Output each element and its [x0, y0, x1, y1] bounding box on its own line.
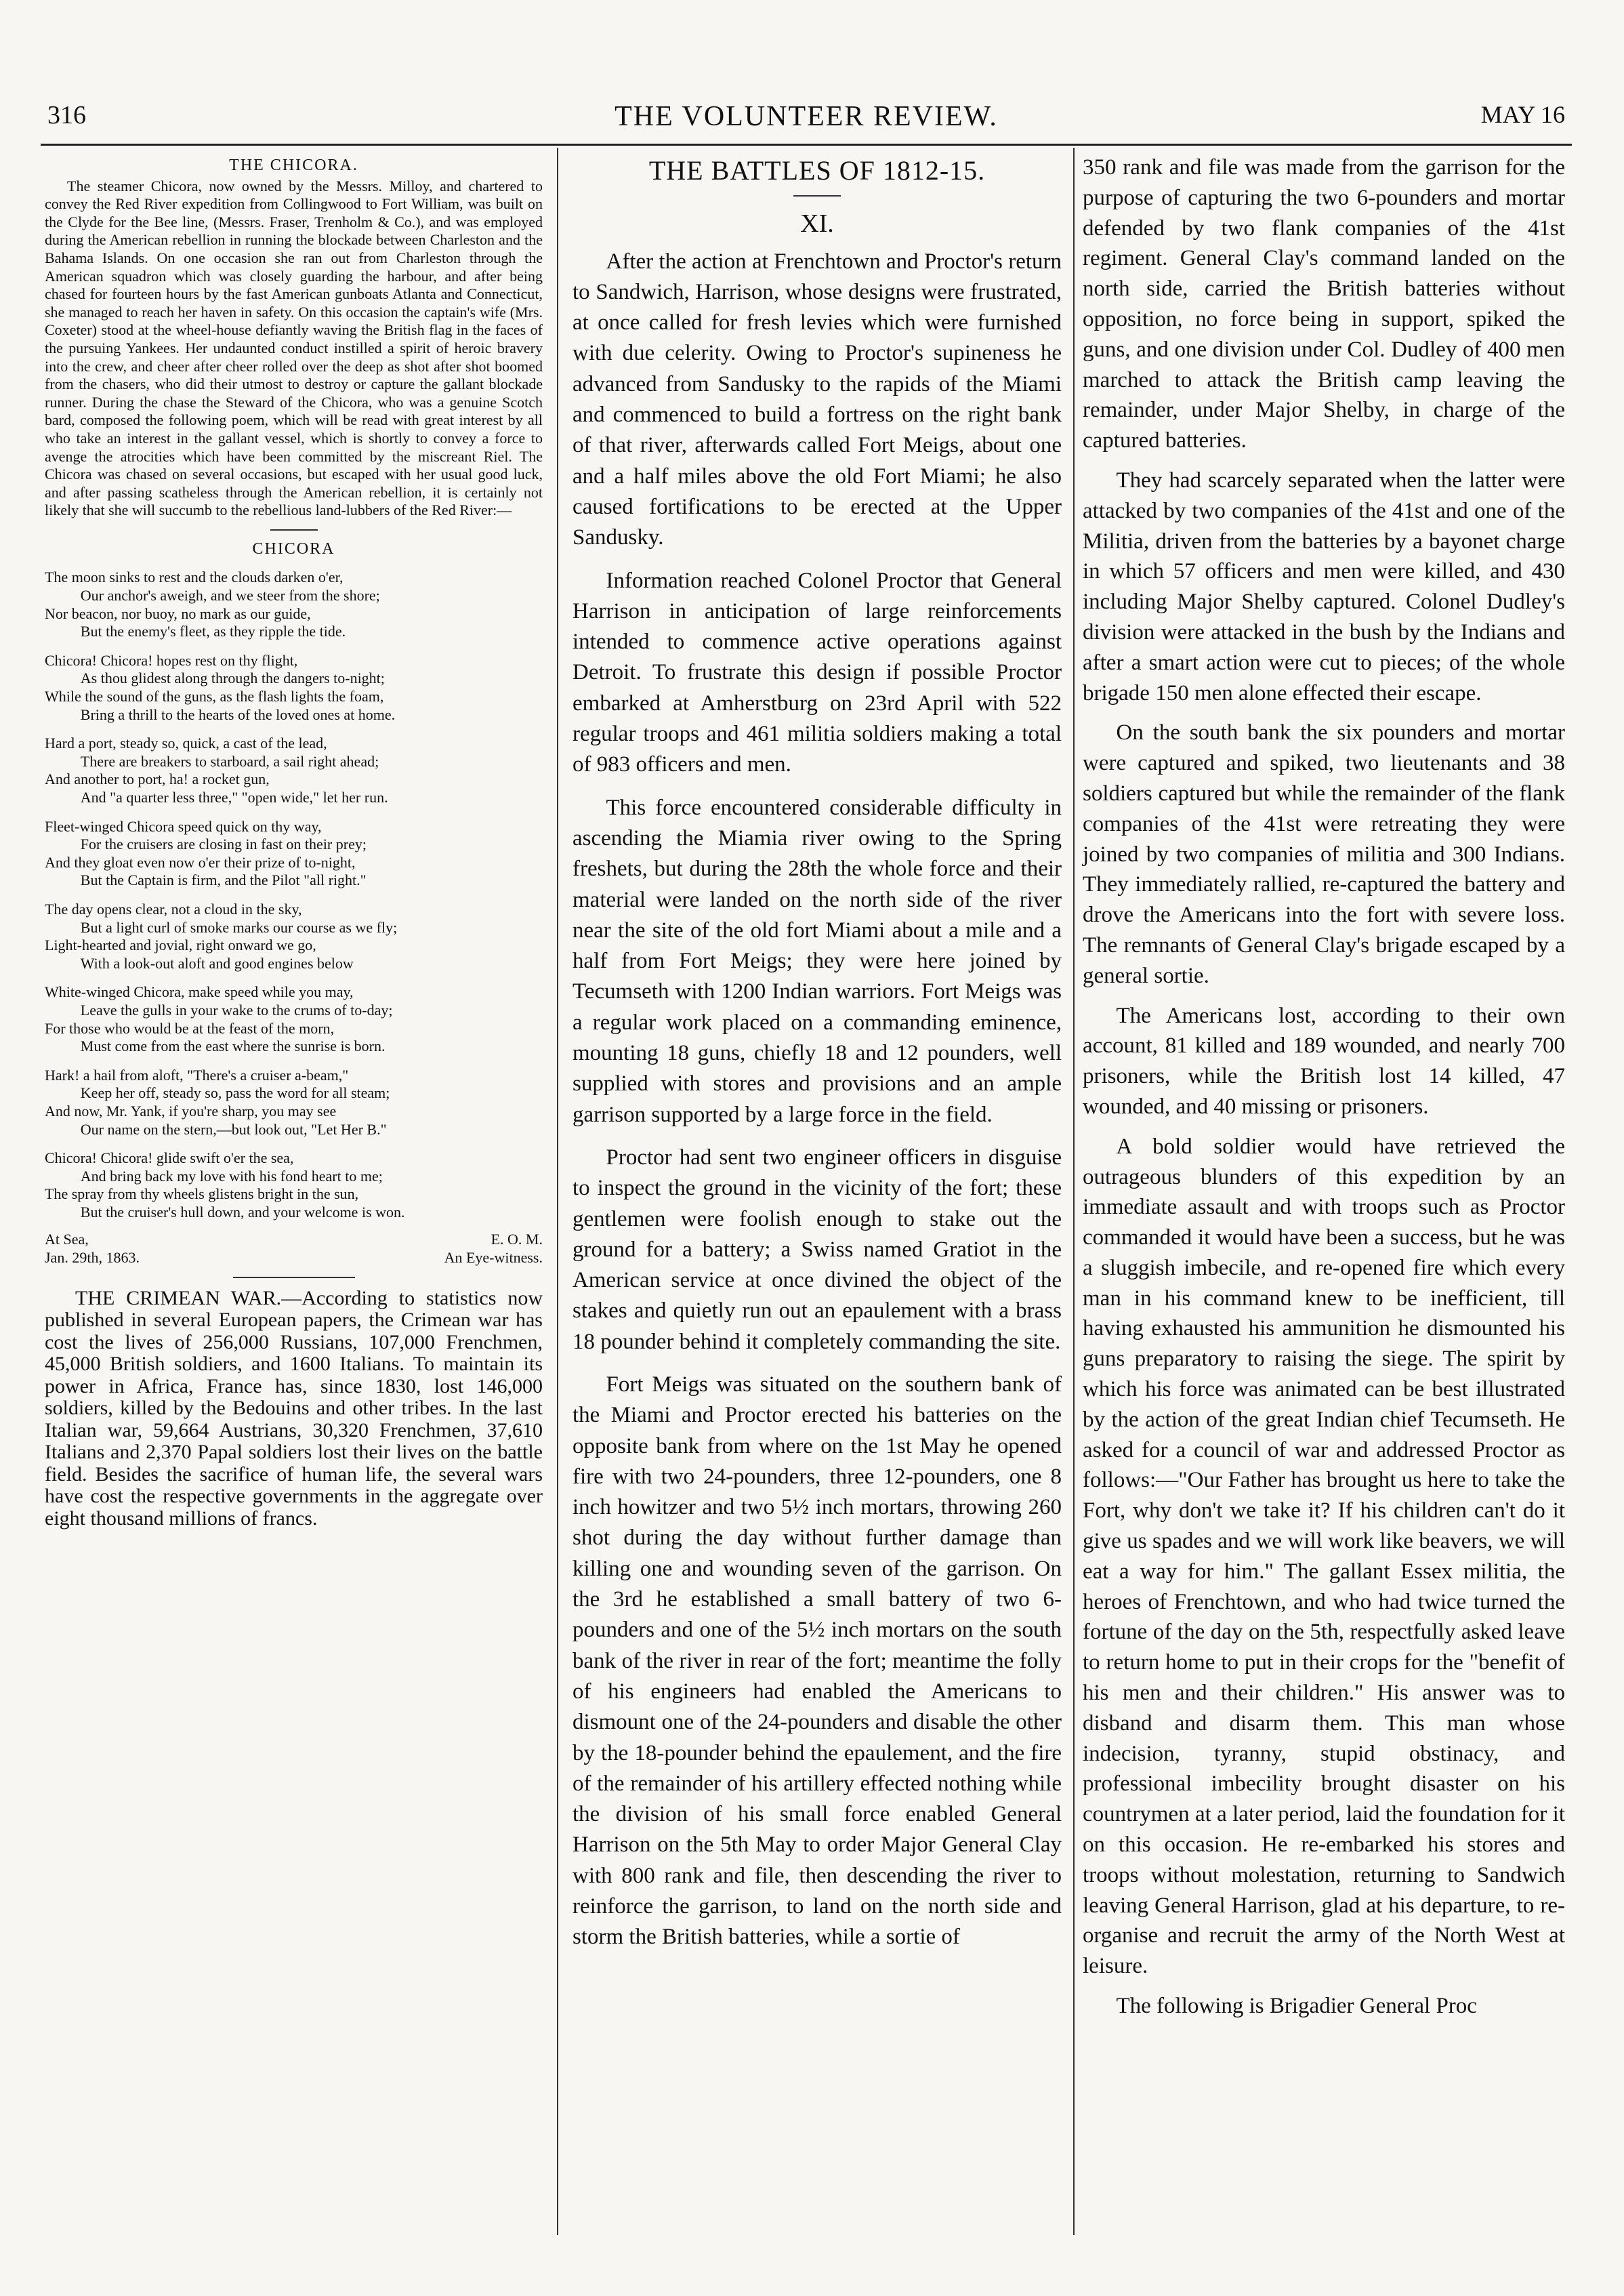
chicora-heading: THE CHICORA. — [229, 157, 358, 174]
poem-line: Our anchor's aweigh, and we steer from the shore; — [80, 587, 380, 604]
poem-line: Hark! a hail from aloft, "There's a cruiser a-beam," — [45, 1066, 349, 1084]
poem-stanza — [45, 983, 543, 1055]
poem-stanza — [45, 1149, 543, 1221]
poem-line: With a look-out aloft and good engines below — [80, 954, 354, 972]
poem-line: Must come from the east where the sunrise is born. — [80, 1038, 386, 1055]
paragraph: The following is Brigadier General Proc — [1116, 1994, 1477, 2019]
chicora-intro: The steamer Chicora, now owned by the Messrs. Milloy, and chartered to convey the Red River expedition from Collingwood to Fort William, was built on the Clyde for the Bee line, (Messrs. Fraser, Trenholm & Co.), and was employed during the American rebellion in running the blockade between Charleston and the Bahama Islands. On one occasion she ran out from Charleston through the American squadron which was closely guarding the harbour, and after being chased for fourteen hours by the fast American gunboats Atlanta and Connecticut, she managed to reach her haven in safety. On this occasion the captain's wife (Mrs. Coxeter) stood at the wheel-house defiantly waving the British flag in the faces of the pursuing Yankees. Her undaunted conduct instilled a spirit of heroic bravery into the crew, and cheer after cheer rolled over the deep as shot after shot boomed from the chasers, who did their utmost to destroy or capture the gallant blockade runner. During the chase the Steward of the Chicora, who was a genuine Scotch bard, composed the following poem, which will be read with great interest by all who take an interest in the gallant vessel, which is shortly to convey a force to avenge the atrocities which have been committed by the miscreant Riel. The Chicora was chased on several occasions, but escaped with her usual good luck, and after passing scatheless through the American rebellion, it is certainly not likely that she will succumb to the rebellious land-lubbers of the Red River:— — [45, 177, 543, 519]
section-rule — [233, 1277, 355, 1278]
poem-line: And now, Mr. Yank, if you're sharp, you may see — [45, 1102, 337, 1120]
issue-date: MAY 16 — [1480, 101, 1565, 128]
poem-title: CHICORA — [252, 539, 335, 558]
poem-stanza — [45, 735, 543, 806]
poem-stanza — [45, 569, 543, 640]
poem-line: Hard a port, steady so, quick, a cast of the lead, — [45, 735, 327, 752]
poem-stanza — [45, 1067, 543, 1139]
battles-title: THE BATTLES OF 1812-15. — [648, 155, 986, 186]
poem-line: For those who would be at the feast of the morn, — [45, 1019, 335, 1037]
paragraph: Proctor had sent two engineer officers in disguise to inspect the ground in the vicinity of the fort; these gentlemen were foolish enough to stake out the ground for a battery; a Swiss named Gratiot in the American service at once divined the object of the stakes and quietly run out an epaulement with a brass 18 pounder behind it completely commanding the site. — [572, 1145, 1062, 1354]
battles-text — [572, 247, 1062, 1953]
poem-line: And another to port, ha! a rocket gun, — [45, 771, 270, 788]
poem-stanza — [45, 818, 543, 890]
poem-line: White-winged Chicora, make speed while you may, — [45, 983, 354, 1001]
poem-stanza — [45, 901, 543, 972]
poem-line: The moon sinks to rest and the clouds darken o'er, — [45, 569, 343, 586]
poem-line: But a light curl of smoke marks our course as we fly; — [80, 918, 398, 936]
header-rule — [41, 144, 1572, 146]
column-rule-1 — [557, 148, 558, 2235]
sig-date: Jan. 29th, 1863. — [45, 1249, 140, 1267]
sig-place: At Sea, — [45, 1231, 89, 1248]
poem-line: But the Captain is firm, and the Pilot "all right." — [80, 872, 367, 889]
column-rule-2 — [1073, 148, 1075, 2235]
paragraph: A bold soldier would have retrieved the outrageous blunders of this expedition by an immediate assault and with troops such as Proctor commanded it would have been a success, but he was a sluggish imbecile, and re-opened fire which every man in his command knew to be inefficient, till having exhausted his ammunition he dismounted his guns preparatory to raising the siege. The spirit by which his force was animated can be best illustrated by the action of the great Indian chief Tecumseth. He asked for a council of war and addressed Proctor as follows:—"Our Father has brought us here to take the Fort, why don't we take it? If his children can't do it give us spades and we will work like beavers, we will eat a way for him." The gallant Essex militia, the heroes of Frenchtown, and who had twice turned the fortune of the day on the 5th, respectfully asked leave to return home to put in their crops for the "benefit of his men and their children." His answer was to disband and disarm them. This man whose indecision, tyranny, stupid obstinacy, and professional imbecility brought disaster on his countrymen at a later period, laid the foundation for it on this occasion. He re-embarked his stores and troops without molestation, returning to Sandwich leaving General Harrison, glad at his departure, to re-organise and recruit the army of the North West at leisure. — [1083, 1134, 1565, 1979]
column-3 — [1083, 152, 1565, 2031]
publication-title: THE VOLUNTEER REVIEW. — [615, 101, 998, 132]
poem-line: And "a quarter less three," "open wide," let her run. — [80, 789, 388, 806]
poem-line: Keep her off, steady so, pass the word for all steam; — [80, 1084, 390, 1102]
sig-role: An Eye-witness. — [444, 1249, 543, 1267]
poem-line: And they gloat even now o'er their prize of to-night, — [45, 853, 356, 871]
poem-line: The day opens clear, not a cloud in the sky, — [45, 900, 302, 918]
column-1 — [45, 152, 543, 1530]
paragraph: The Americans lost, according to their own account, 81 killed and 189 wounded, and nearly 700 prisoners, while the British lost 14 killed, 47 wounded, and 40 missing or prisoners. — [1083, 1003, 1565, 1119]
crimean-text: —According to statistics now published in several European papers, the Crimean war has cost the lives of 256,000 Russians, 107,000 Frenchmen, 45,000 British soldiers, and 1600 Italians. To maintain its power in Africa, France has, since 1830, lost 146,000 soldiers, killed by the Bedouins and other tribes. In the last Italian war, 59,664 Austrians, 30,320 Frenchmen, 37,610 Italians and 2,370 Papal soldiers lost their lives on the battle field. Besides the sacrifice of human life, the several wars have cost the respective governments in the aggregate over eight thousand millions of francs. — [45, 1286, 543, 1530]
poem-signature — [45, 1231, 543, 1267]
poem-line: Chicora! Chicora! glide swift o'er the sea, — [45, 1149, 294, 1167]
crimean-lead: THE CRIMEAN WAR. — [75, 1286, 282, 1309]
poem-line: Bring a thrill to the hearts of the loved ones at home. — [80, 705, 396, 723]
column-2 — [572, 152, 1062, 1965]
battles-text-continued — [1083, 152, 1565, 2022]
paragraph: Information reached Colonel Proctor that General Harrison in anticipation of large reinforcements intended to commence active operations against Detroit. To frustrate this design if possible Proctor embarked at Amherstburg on 23rd April with 522 regular troops and 461 militia soldiers making a total of 983 officers and men. — [572, 568, 1062, 777]
poem-stanza — [45, 652, 543, 724]
poem-line: Chicora! Chicora! hopes rest on thy flight, — [45, 651, 298, 669]
poem-line: While the sound of the guns, as the flash lights the foam, — [45, 688, 384, 705]
poem-line: As thou glidest along through the dangers to-night; — [80, 670, 385, 687]
article-number: XI. — [800, 209, 834, 239]
poem-line: Fleet-winged Chicora speed quick on thy way, — [45, 817, 322, 835]
paragraph: 350 rank and file was made from the garrison for the purpose of capturing the two 6-pounders and mortar defended by two flank companies of the 41st regiment. General Clay's command landed on the north side, carried the British batteries without opposition, no force being in support, spiked the guns, and one division under Col. Dudley of 400 men marched to attack the British camp leaving the remainder, under Major Shelby, in charge of the captured batteries. — [1083, 155, 1565, 453]
poem-line: For the cruisers are closing in fast on their prey; — [80, 836, 367, 853]
poem-line: But the cruiser's hull down, and your welcome is won. — [80, 1203, 405, 1221]
paragraph: On the south bank the six pounders and mortar were captured and spiked, two lieutenants and 38 soldiers captured but while the remainder of the flank companies of the 41st were retreating they were joined by two companies of militia and 300 Indians. They immediately rallied, re-captured the battery and drove the Americans into the fort with severe loss. The remnants of General Clay's brigade escaped by a general sortie. — [1083, 720, 1565, 988]
poem-line: Our name on the stern,—but look out, "Let Her B." — [80, 1120, 387, 1138]
poem-line: Light-hearted and jovial, right onward we go, — [45, 937, 316, 954]
poem-line: But the enemy's fleet, as they ripple the tide. — [80, 623, 346, 640]
poem-line: And bring back my love with his fond heart to me; — [80, 1167, 383, 1185]
paragraph: After the action at Frenchtown and Proctor's return to Sandwich, Harrison, whose designs were frustrated, at once called for fresh levies which were furnished with due celerity. Owing to Proctor's supineness he advanced from Sandusky to the rapids of the Miami and commenced to build a fortress on the right bank of that river, afterwards called Fort Meigs, about one and a half miles above the old Fort Miami; he also caused fortifications to be erected at the Upper Sandusky. — [572, 249, 1062, 550]
poem-line: Leave the gulls in your wake to the crums of to-day; — [80, 1001, 393, 1019]
crimean-war-article — [45, 1288, 543, 1530]
paragraph: They had scarcely separated when the latter were attacked by two companies of the 41st and one of the Militia, driven from the batteries by a bayonet charge in which 57 officers and men were killed, and 430 including Major Shelby captured. Colonel Dudley's division were attacked in the bush by the Indians and after a smart action were cut to pieces; of the whole brigade 150 men alone effected their escape. — [1083, 468, 1565, 705]
page-header — [47, 100, 1565, 141]
page-number: 316 — [47, 101, 86, 129]
poem-line: The spray from thy wheels glistens bright in the sun, — [45, 1185, 359, 1203]
poem-line: There are breakers to starboard, a sail right ahead; — [80, 752, 379, 770]
paragraph: This force encountered considerable difficulty in ascending the Miamia river owing to the Spring freshets, but during the 28th the whole force and their material were landed on the north side of the river near the site of the old fort Miami about a mile and a half from Fort Meigs; they were here joined by Tecumseth with 1200 Indian warriors. Fort Meigs was a regular work placed on a commanding eminence, mounting 18 guns, chiefly 18 and 12 pounders, well supplied with stores and provisions and an ample garrison supported by a large force in the field. — [572, 795, 1062, 1127]
section-rule — [270, 529, 318, 531]
paragraph: Fort Meigs was situated on the southern bank of the Miami and Proctor erected his batteries on the opposite bank from where on the 1st May he opened fire with two 24-pounders, three 12-pounders, one 8 inch howitzer and two 5½ inch mortars, throwing 260 shot during the day without further damage than killing one and wounding seven of the garrison. On the 3rd he established a small battery of two 6-pounders and one of the 5½ inch mortars on the south bank of the river in rear of the fort; meantime the folly of his engineers had enabled the Americans to dismount one of the 24-pounders and disable the other by the 18-pounder behind the epaulement, and the fire of the remainder of his artillery effected nothing while the division of his small force enabled General Harrison on the 5th May to order Major General Clay with 800 rank and file, then descending the river to reinforce the garrison, to land on the north side and storm the British batteries, while a sortie of — [572, 1372, 1062, 1950]
title-rule — [793, 195, 841, 197]
sig-initials: E. O. M. — [491, 1231, 543, 1248]
poem-line: Nor beacon, nor buoy, no mark as our guide, — [45, 604, 311, 622]
poem — [45, 569, 543, 1221]
